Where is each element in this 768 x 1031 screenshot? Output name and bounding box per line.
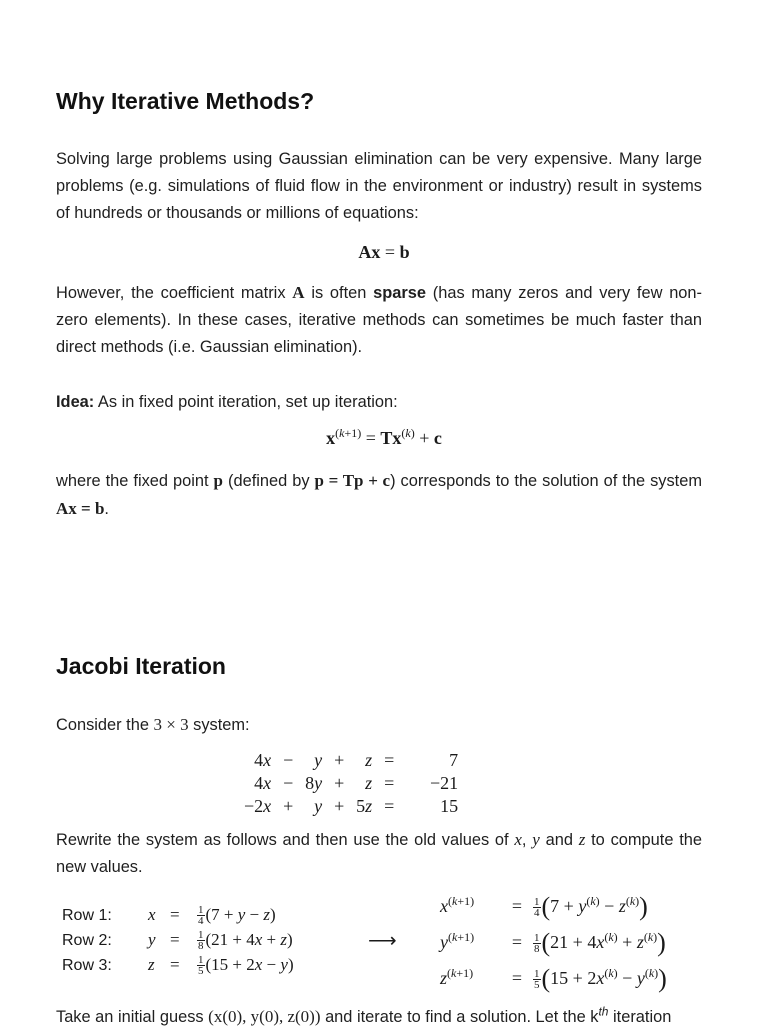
fraction: $\frac{1}{8}$ bbox=[534, 932, 540, 956]
iteration-body: $15 + 2x^{(k)} - y^{(k)}$ bbox=[550, 966, 659, 988]
system-cell: − bbox=[283, 750, 294, 770]
consider-line: Consider the 3 × 3 system: bbox=[56, 715, 250, 734]
equation-iteration: $x^{(k+1)} = Tx^{(k)} + c$ bbox=[326, 426, 442, 448]
system-cell: z bbox=[365, 773, 373, 793]
system-cell: = bbox=[384, 796, 395, 816]
row-label: Row 1: bbox=[62, 907, 112, 924]
iteration-equation: $x^{(k+1)}$ = $\frac{1}{4}$ $(7 + y^{(k)} - z^{(k)})$ bbox=[440, 892, 648, 921]
system-cell: = bbox=[384, 773, 395, 793]
row-expression: (21 + 4x + z) bbox=[205, 930, 293, 949]
linear-system bbox=[240, 749, 462, 818]
section-title: Why Iterative Methods? bbox=[56, 88, 315, 114]
row-variable: y bbox=[148, 930, 156, 949]
row-variable: z bbox=[148, 955, 155, 974]
fraction: $\frac{1}{5}$ bbox=[534, 968, 540, 992]
sparse-paragraph: However, the coefficient matrix A is often sparse (has many zeros and very few non-zero elements). In these cases, iterative methods can sometimes be much faster than direct methods (i.e. Gaussian elimination). bbox=[56, 283, 702, 356]
iteration-equation: $z^{(k+1)}$ = $\frac{1}{5}$ $(15 + 2x^{(k)} - y^{(k)})$ bbox=[440, 964, 667, 993]
system-cell: 7 bbox=[449, 750, 459, 770]
system-cell: − bbox=[283, 773, 294, 793]
iteration-equation: $y^{(k+1)}$ = $\frac{1}{8}$ $(21 + 4x^{(k)} + z^{(k)})$ bbox=[440, 928, 666, 957]
row-equation: Row 3: z = $\frac{1}{5}$ (15 + 2x − y) bbox=[62, 952, 294, 977]
arrow-icon: ⟶ bbox=[368, 930, 397, 952]
system-cell: 8y bbox=[305, 773, 323, 793]
idea-paragraph: Idea: As in fixed point iteration, set up iteration: bbox=[56, 393, 398, 411]
row-expression: (15 + 2x − y) bbox=[205, 955, 294, 974]
system-cell: 5z bbox=[356, 796, 373, 816]
system-cell: −2x bbox=[244, 796, 272, 816]
system-cell: 4x bbox=[254, 750, 272, 770]
jacobi-title: Jacobi Iteration bbox=[56, 653, 226, 679]
row-equation: Row 1: x = $\frac{1}{4}$ (7 + y − z) bbox=[62, 902, 276, 927]
system-cell: + bbox=[334, 773, 345, 793]
iteration-body: $21 + 4x^{(k)} + z^{(k)}$ bbox=[550, 930, 658, 952]
row-expression: (7 + y − z) bbox=[205, 905, 276, 924]
system-cell: y bbox=[314, 750, 323, 770]
system-cell: = bbox=[384, 750, 395, 770]
row-variable: x bbox=[148, 905, 156, 924]
system-row bbox=[240, 795, 462, 818]
fixed-point-paragraph: where the fixed point p (defined by p = Tp + c) corresponds to the solution of the system Ax = b. bbox=[56, 471, 702, 518]
fraction: $\frac{1}{5}$ bbox=[198, 954, 204, 978]
system-cell: 15 bbox=[440, 796, 459, 816]
row-equation: Row 2: y = $\frac{1}{8}$ (21 + 4x + z) bbox=[62, 927, 293, 952]
row-label: Row 2: bbox=[62, 932, 112, 949]
system-cell: + bbox=[283, 796, 294, 816]
fraction: $\frac{1}{4}$ bbox=[534, 896, 540, 920]
equation-ax-b: Ax = b bbox=[358, 242, 410, 262]
system-cell: + bbox=[334, 796, 345, 816]
system-cell: 4x bbox=[254, 773, 272, 793]
fraction: $\frac{1}{4}$ bbox=[198, 904, 204, 928]
idea-label: Idea: bbox=[56, 393, 95, 411]
system-cell: z bbox=[365, 750, 373, 770]
system-cell: y bbox=[314, 796, 323, 816]
system-cell: + bbox=[334, 750, 345, 770]
fraction: $\frac{1}{8}$ bbox=[198, 929, 204, 953]
row-label: Row 3: bbox=[62, 957, 112, 974]
system-cell: −21 bbox=[430, 773, 459, 793]
system-row bbox=[240, 772, 462, 795]
system-row bbox=[240, 749, 462, 772]
rewrite-paragraph: Rewrite the system as follows and then use the old values of x, y and z to compute the new values. bbox=[56, 830, 702, 876]
iteration-body: $7 + y^{(k)} - z^{(k)}$ bbox=[550, 894, 640, 916]
initial-guess-paragraph: Take an initial guess (x(0), y(0), z(0)) and iterate to find a solution. Let the $k^{th}$ iteration bbox=[56, 1004, 672, 1026]
intro-paragraph: Solving large problems using Gaussian elimination can be very expensive. Many large problems (e.g. simulations of fluid flow in the environment or industry) result in systems of hundreds or thousands or millions of equations: bbox=[56, 150, 702, 222]
